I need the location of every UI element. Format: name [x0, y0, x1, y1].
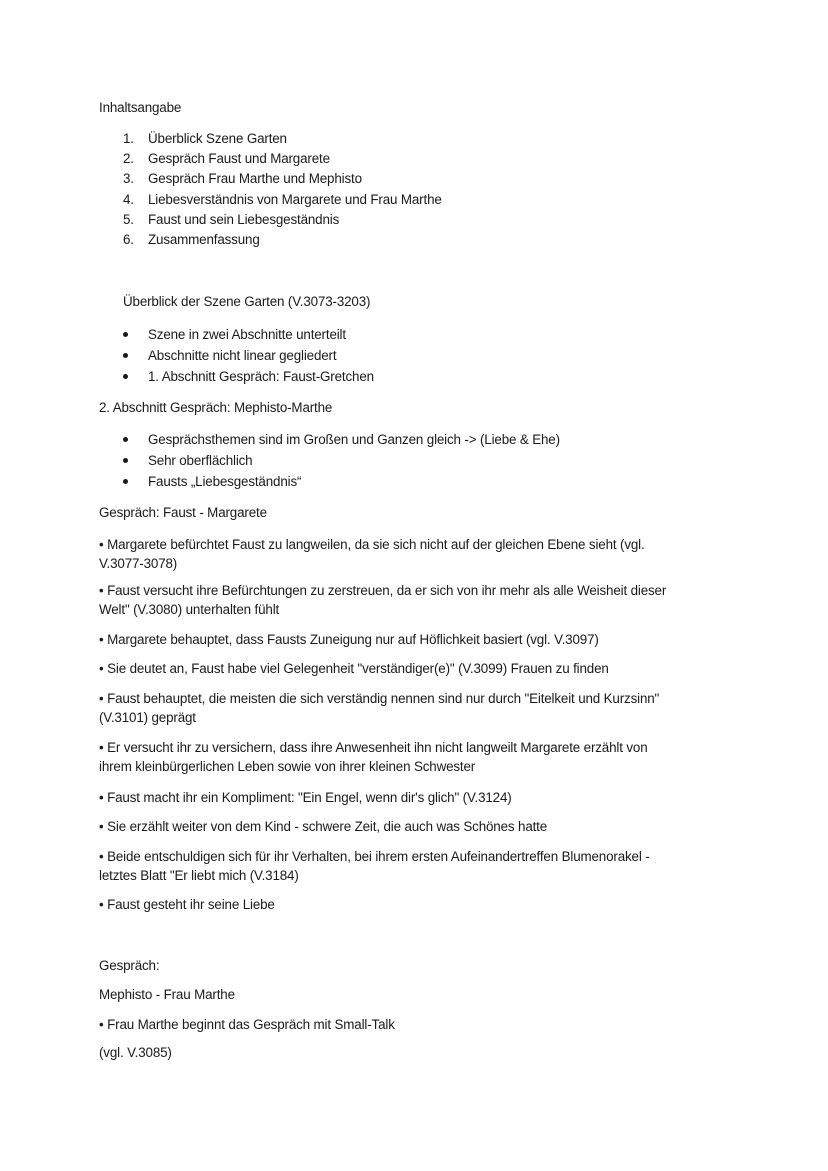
note-line: • Margarete behauptet, dass Fausts Zuneigung nur auf Höflichkeit basiert (vgl. V.3097): [99, 632, 599, 647]
bullet-icon: [123, 332, 128, 337]
note-line: • Faust macht ihr ein Kompliment: "Ein Engel, wenn dir's glich" (V.3124): [99, 790, 512, 805]
bullet-icon: [123, 353, 128, 358]
toc-item-number: 5.: [123, 211, 134, 227]
bullet-item: Szene in zwei Abschnitte unterteilt: [148, 327, 346, 342]
note-paragraph: [99, 817, 547, 836]
note-paragraph: [99, 689, 659, 727]
note-line: (V.3101) geprägt: [99, 710, 196, 725]
bullet-icon: [123, 437, 128, 442]
note-line: • Faust gesteht ihr seine Liebe: [99, 897, 275, 912]
bullet-icon: [123, 374, 128, 379]
note-paragraph: [99, 630, 599, 649]
mephisto-note: • Frau Marthe beginnt das Gespräch mit Small-Talk: [99, 1017, 395, 1032]
bullet-item: Gesprächsthemen sind im Großen und Ganzen gleich -> (Liebe & Ehe): [148, 432, 560, 447]
note-paragraph: [99, 788, 512, 807]
note-line: • Er versucht ihr zu versichern, dass ihre Anwesenheit ihn nicht langweilt Margarete erzählt von: [99, 740, 648, 755]
toc-item: Faust und sein Liebesgeständnis: [148, 211, 340, 227]
bullet-item: 1. Abschnitt Gespräch: Faust-Gretchen: [148, 369, 374, 384]
mephisto-note: (vgl. V.3085): [99, 1045, 172, 1060]
toc-item: Überblick Szene Garten: [148, 131, 287, 146]
note-line: • Faust behauptet, die meisten die sich verständig nennen sind nur durch "Eitelkeit und Kurzsinn": [99, 691, 660, 706]
mephisto-heading-1: Gespräch:: [99, 958, 160, 973]
toc-item-number: 4.: [123, 191, 134, 207]
note-paragraph: [99, 535, 645, 573]
toc-item: Gespräch Faust und Margarete: [148, 151, 330, 167]
toc-item: Zusammenfassung: [148, 232, 260, 247]
note-line: letztes Blatt "Er liebt mich (V.3184): [99, 868, 299, 883]
note-paragraph: [99, 895, 275, 914]
note-line: V.3077-3078): [99, 556, 178, 571]
bullet-item: Sehr oberflächlich: [148, 453, 253, 468]
toc-title: Inhaltsangabe: [99, 100, 182, 115]
bullet-item: Fausts „Liebesgeständnis“: [148, 474, 302, 489]
note-line: ihrem kleinbürgerlichen Leben sowie von ihrer kleinen Schwester: [99, 759, 476, 774]
mephisto-heading-2: Mephisto - Frau Marthe: [99, 987, 235, 1002]
toc-item: Gespräch Frau Marthe und Mephisto: [148, 171, 362, 187]
note-line: • Faust versucht ihre Befürchtungen zu zerstreuen, da er sich von ihr mehr als alle Weisheit dieser: [99, 583, 667, 598]
bullet-item: Abschnitte nicht linear gegliedert: [148, 348, 337, 363]
note-line: • Margarete befürchtet Faust zu langweilen, da sie sich nicht auf der gleichen Ebene sieht (vgl.: [99, 537, 645, 552]
note-line: • Sie deutet an, Faust habe viel Gelegenheit "verständiger(e)" (V.3099) Frauen zu finden: [99, 661, 609, 676]
overview-heading: Überblick der Szene Garten (V.3073-3203): [123, 294, 371, 309]
note-paragraph: [99, 738, 648, 776]
note-paragraph: [99, 581, 666, 619]
toc-item-number: 1.: [123, 131, 134, 146]
note-paragraph: [99, 659, 609, 678]
toc-item-number: 6.: [123, 232, 134, 247]
bullet-icon: [123, 458, 128, 463]
toc-item-number: 2.: [123, 151, 134, 167]
note-line: • Beide entschuldigen sich für ihr Verhalten, bei ihrem ersten Aufeinandertreffen Blumenorakel -: [99, 849, 650, 864]
note-paragraph: [99, 847, 650, 885]
section-2-heading: 2. Abschnitt Gespräch: Mephisto-Marthe: [99, 400, 333, 415]
toc-item: Liebesverständnis von Margarete und Frau Marthe: [148, 191, 442, 207]
faust-margarete-heading: Gespräch: Faust - Margarete: [99, 505, 267, 520]
toc-item-number: 3.: [123, 171, 134, 187]
note-line: • Sie erzählt weiter von dem Kind - schwere Zeit, die auch was Schönes hatte: [99, 819, 548, 834]
bullet-icon: [123, 479, 128, 484]
note-line: Welt" (V.3080) unterhalten fühlt: [99, 602, 280, 617]
